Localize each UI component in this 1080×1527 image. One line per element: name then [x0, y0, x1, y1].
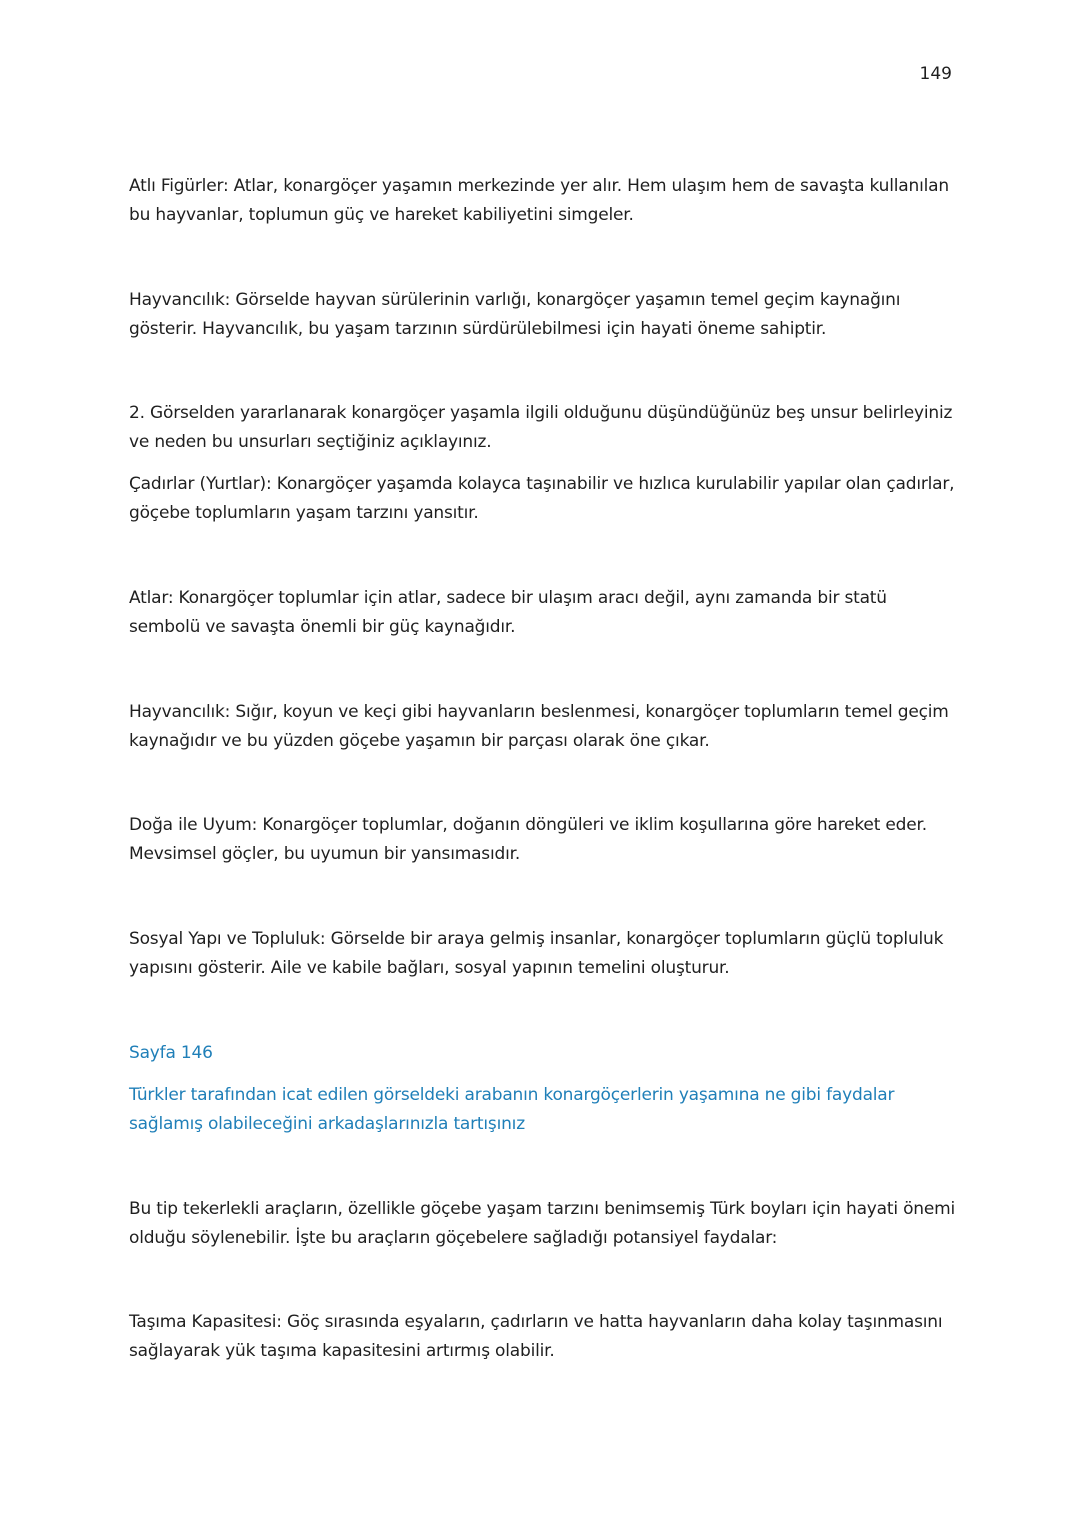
- paragraph-atli-figurler: Atlı Figürler: Atlar, konargöçer yaşamın merkezinde yer alır. Hem ulaşım hem de savaşta kullanılan bu hayvanlar, toplumun güç ve hareket kabiliyetini simgeler.: [129, 176, 949, 225]
- section-heading-sayfa-146: Sayfa 146: [129, 1043, 213, 1063]
- paragraph-hayvancilik-2: Hayvancılık: Sığır, koyun ve keçi gibi hayvanların beslenmesi, konargöçer toplumların temel geçim kaynağıdır ve bu yüzden göçebe yaşamın bir parçası olarak öne çıkar.: [129, 702, 949, 751]
- paragraph-doga-ile-uyum: Doğa ile Uyum: Konargöçer toplumlar, doğanın döngüleri ve iklim koşullarına göre hareket eder. Mevsimsel göçler, bu uyumun bir yansımasıdır.: [129, 815, 927, 864]
- paragraph-atlar: Atlar: Konargöçer toplumlar için atlar, sadece bir ulaşım aracı değil, aynı zamanda bir statü sembolü ve savaşta önemli bir güç kaynağıdır.: [129, 588, 887, 637]
- paragraph-cadirlar: Çadırlar (Yurtlar): Konargöçer yaşamda kolayca taşınabilir ve hızlıca kurulabilir yapılar olan çadırlar, göçebe toplumların yaşam tarzını yansıtır.: [129, 474, 955, 523]
- question-araba: Türkler tarafından icat edilen görseldeki arabanın konargöçerlerin yaşamına ne gibi faydalar sağlamış olabileceğini arkadaşlarınızla tartışınız: [129, 1085, 895, 1134]
- question-2: 2. Görselden yararlanarak konargöçer yaşamla ilgili olduğunu düşündüğünüz beş unsur belirleyiniz ve neden bu unsurları seçtiğiniz açıklayınız.: [129, 403, 953, 452]
- page-number: 149: [919, 64, 952, 84]
- paragraph-tasima-kapasitesi: Taşıma Kapasitesi: Göç sırasında eşyaların, çadırların ve hatta hayvanların daha kolay taşınmasını sağlayarak yük taşıma kapasitesini artırmış olabilir.: [129, 1312, 943, 1361]
- paragraph-sosyal-yapi: Sosyal Yapı ve Topluluk: Görselde bir araya gelmiş insanlar, konargöçer toplumların güçlü topluluk yapısını gösterir. Aile ve kabile bağları, sosyal yapının temelini oluşturur.: [129, 929, 944, 978]
- paragraph-hayvancilik-1: Hayvancılık: Görselde hayvan sürülerinin varlığı, konargöçer yaşamın temel geçim kaynağını gösterir. Hayvancılık, bu yaşam tarzının sürdürülebilmesi için hayati öneme sahiptir.: [129, 290, 901, 339]
- paragraph-tekerlekli-araclar: Bu tip tekerlekli araçların, özellikle göçebe yaşam tarzını benimsemiş Türk boyları için hayati önemi olduğu söylenebilir. İşte bu araçların göçebelere sağladığı potansiyel faydalar:: [129, 1199, 955, 1248]
